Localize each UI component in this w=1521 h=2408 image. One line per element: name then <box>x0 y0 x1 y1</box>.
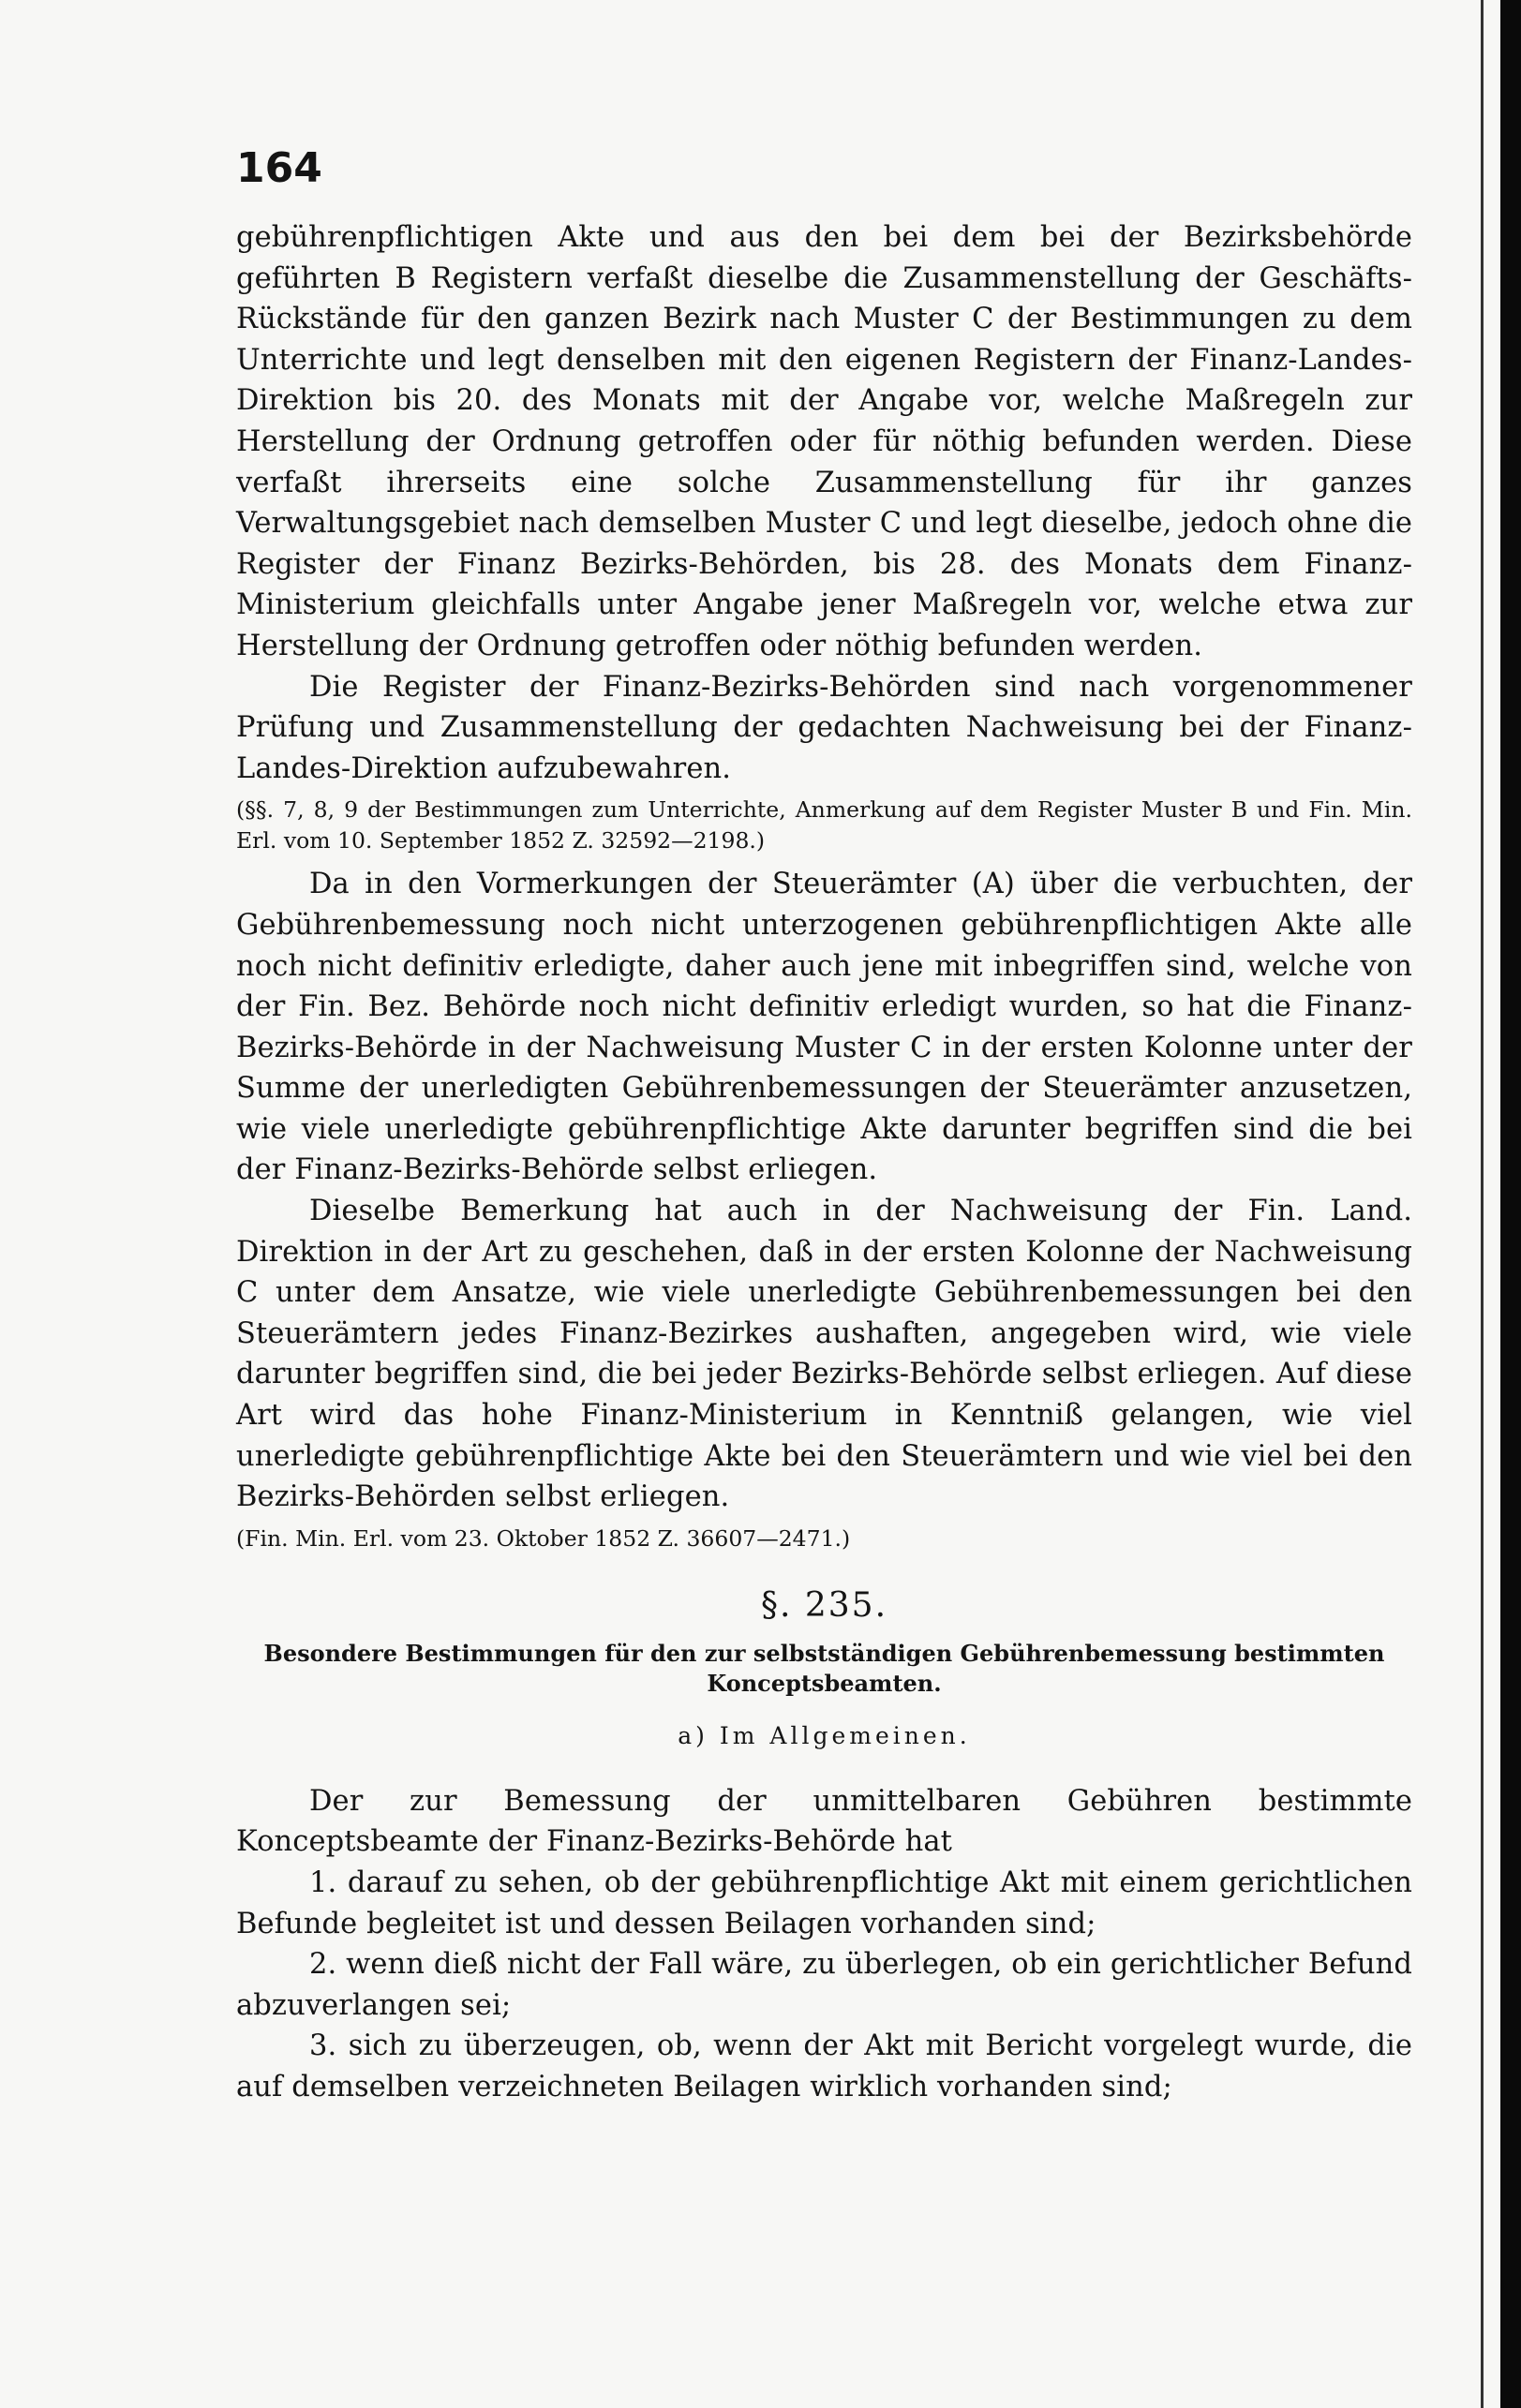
list-item: 3. sich zu überzeugen, ob, wenn der Akt mit Bericht vorgelegt wurde, die auf demselben verzeichneten Beilagen wirklich vorhanden sind; <box>236 2029 1412 2103</box>
list-item: 2. wenn dieß nicht der Fall wäre, zu überlegen, ob ein gerichtlicher Befund abzuverlangen sei; <box>236 1948 1412 2022</box>
section-intro: Der zur Bemessung der unmittelbaren Gebühren bestimmte Konceptsbeamte der Finanz-Bezirks-Behörde hat <box>236 1784 1412 1859</box>
page-number: 164 <box>236 144 322 192</box>
list-item: 1. darauf zu sehen, ob der gebührenpflichtige Akt mit einem gerichtlichen Befunde begleitet ist und dessen Beilagen vorhanden sind; <box>236 1866 1412 1940</box>
page-edge-line <box>1481 0 1484 2408</box>
paragraph-landes-direktion: Dieselbe Bemerkung hat auch in der Nachweisung der Fin. Land. Direktion in der Art zu geschehen, daß in der ersten Kolonne der Nachweisung C unter dem Ansatze, wie viele unerledigte Gebührenbemessungen bei den Steuerämtern jedes Finanz-Bezirkes aushaften, angegeben wird, wie viele darunter begriffen sind, die bei jeder Bezirks-Behörde selbst erliegen. Auf diese Art wird das hohe Finanz-Ministerium in Kenntniß gelangen, wie viel unerledigte gebührenpflichtige Akte bei den Steuerämtern und wie viel bei den Bezirks-Behörden selbst erliegen. <box>236 1195 1412 1514</box>
text-column <box>236 141 1412 2108</box>
section-title: Besondere Bestimmungen für den zur selbstständigen Gebührenbemessung bestimmten Konceptsbeamten. <box>263 1639 1385 1697</box>
citation-october-1852: (Fin. Min. Erl. vom 23. Oktober 1852 Z. 36607—2471.) <box>236 1524 851 1552</box>
citation-september-1852: (§§. 7, 8, 9 der Bestimmungen zum Unterrichte, Anmerkung auf dem Register Muster B und Fin. Min. Erl. vom 10. September 1852 Z. 32592—2198.) <box>236 796 1412 855</box>
section-subheading: a) Im Allgemeinen. <box>678 1721 971 1749</box>
paragraph-continued: gebührenpflichtigen Akte und aus den bei dem bei der Bezirksbehörde geführten B Registern verfaßt dieselbe die Zusammenstellung der Geschäfts-Rückstände für den ganzen Bezirk nach Muster C der Bestimmungen zu dem Unterrichte und legt denselben mit den eigenen Registern der Finanz-Landes-Direktion bis 20. des Monats mit der Angabe vor, welche Maßregeln zur Herstellung der Ordnung getroffen oder für nöthig befunden werden. Diese verfaßt ihrerseits eine solche Zusammenstellung für ihr ganzes Verwaltungsgebiet nach demselben Muster C und legt dieselbe, jedoch ohne die Register der Finanz Bezirks-Behörden, bis 28. des Monats dem Finanz-Ministerium gleichfalls unter Angabe jener Maßregeln vor, welche etwa zur Herstellung der Ordnung getroffen oder nöthig befunden werden. <box>236 221 1412 662</box>
section-number: §. 235. <box>760 1585 888 1625</box>
scan-border <box>1500 0 1521 2408</box>
paragraph-register-storage: Die Register der Finanz-Bezirks-Behörden sind nach vorgenommener Prüfung und Zusammenstellung der gedachten Nachweisung bei der Finanz-Landes-Direktion aufzubewahren. <box>236 670 1412 785</box>
paragraph-steueraemter: Da in den Vormerkungen der Steuerämter (A) über die verbuchten, der Gebührenbemessung noch nicht unterzogenen gebührenpflichtigen Akte alle noch nicht definitiv erledigte, daher auch jene mit inbegriffen sind, welche von der Fin. Bez. Behörde noch nicht definitiv erledigt wurden, so hat die Finanz-Bezirks-Behörde in der Nachweisung Muster C in der ersten Kolonne unter der Summe der unerledigten Gebührenbemessungen der Steuerämter anzusetzen, wie viele unerledigte gebührenpflichtige Akte darunter begriffen sind die bei der Finanz-Bezirks-Behörde selbst erliegen. <box>236 868 1412 1187</box>
